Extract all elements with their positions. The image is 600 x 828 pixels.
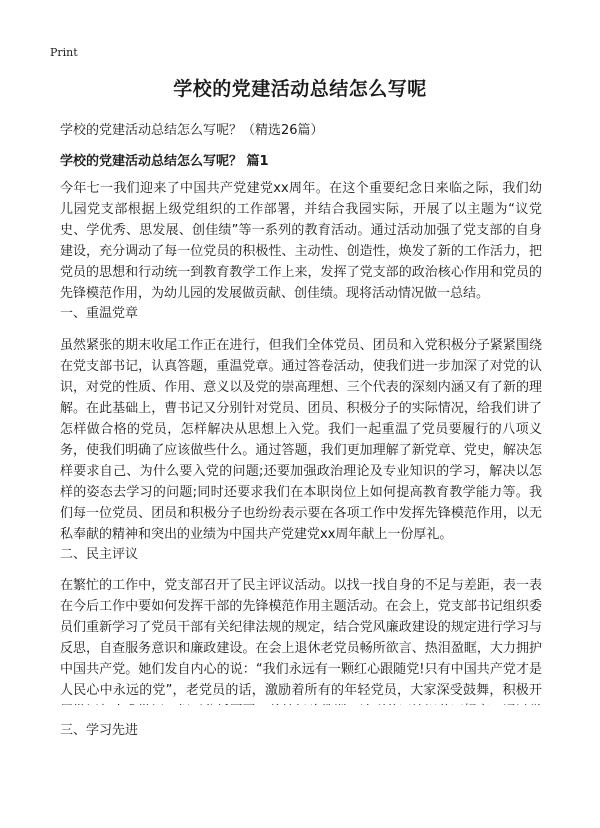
- heading-learn-advanced: 三、学习先进: [60, 723, 139, 738]
- paragraph-review-charter: 虽然紧张的期末收尾工作正在进行，但我们全体党员、团员和入党积极分子紧紧围绕在党支部书记，认真答题，重温党章。通过答卷活动，使我们进一步加深了对党的认识，对党的性质、作用、意义以及党的崇高理想、三个代表的深刻内涵又有了新的理解。在此基础上，曹书记又分别针对党员、团员、积极分子的实际情况，给我们讲了怎样做合格的党员，怎样解决从思想上入党。我们一起重温了党员要履行的八项义务，使我们明确了应该做些什么。通过答题，我们更加理解了新党章、党史，解决怎样要求自己、为什么要入党的问题;还要加强政治理论及专业知识的学习，解决以怎样的姿态去学习的问题;同时还要求我们在本职岗位上如何提高教育教学能力等。我们每一位党员、团员和积极分子也纷纷表示要在各项工作中发挥先锋模范作用，以无私奉献的精神和突出的业绩为中国共产党建党xx周年献上一份厚礼。: [60, 338, 542, 542]
- document-title: 学校的党建活动总结怎么写呢: [173, 78, 427, 100]
- section-title: 学校的党建活动总结怎么写呢？ 篇1: [60, 154, 269, 169]
- heading-review-charter: 一、重温党章: [60, 306, 139, 321]
- heading-democratic-review: 二、民主评议: [60, 547, 139, 562]
- document-subtitle: 学校的党建活动总结怎么写呢？（精选26篇）: [60, 123, 324, 138]
- paragraph-democratic-review: 在繁忙的工作中，党支部召开了民主评议活动。以找一找自身的不足与差距，表一表在今后工作中要如何发挥干部的先锋模范作用主题活动。在会上，党支部书记组织委员们重新学习了党员干部有关纪律法规的规定，结合党风廉政建设的规定进行学习与反思，自查服务意识和廉政建设。在会上退休老党员畅所欲言、热泪盈眶，大力拥护中国共产党。她们发自内心的说：“我们永远有一颗红心跟随党!只有中国共产党才是人民心中永远的党”，老党员的话，激励着所有的年轻党员，大家深受鼓舞，积极开: [60, 578, 542, 698]
- paragraph-intro: 今年七一我们迎来了中国共产党建党xx周年。在这个重要纪念日来临之际，我们幼儿园党支部根据上级党组织的工作部署，并结合我园实际，开展了以主题为“议党史、学优秀、思发展、创佳绩”等一系列的教育活动。通过活动加强了党支部的自身建设，充分调动了每一位党员的积极性、主动性、创造性，焕发了新的工作活力，把党员的思想和行动统一到教育教学工作上来，发挥了党支部的政治核心作用和党员的先锋模范作用，为幼儿园的发展做贡献、创佳绩。现将活动情况做一总结。: [60, 181, 542, 301]
- print-link[interactable]: Print: [50, 46, 78, 59]
